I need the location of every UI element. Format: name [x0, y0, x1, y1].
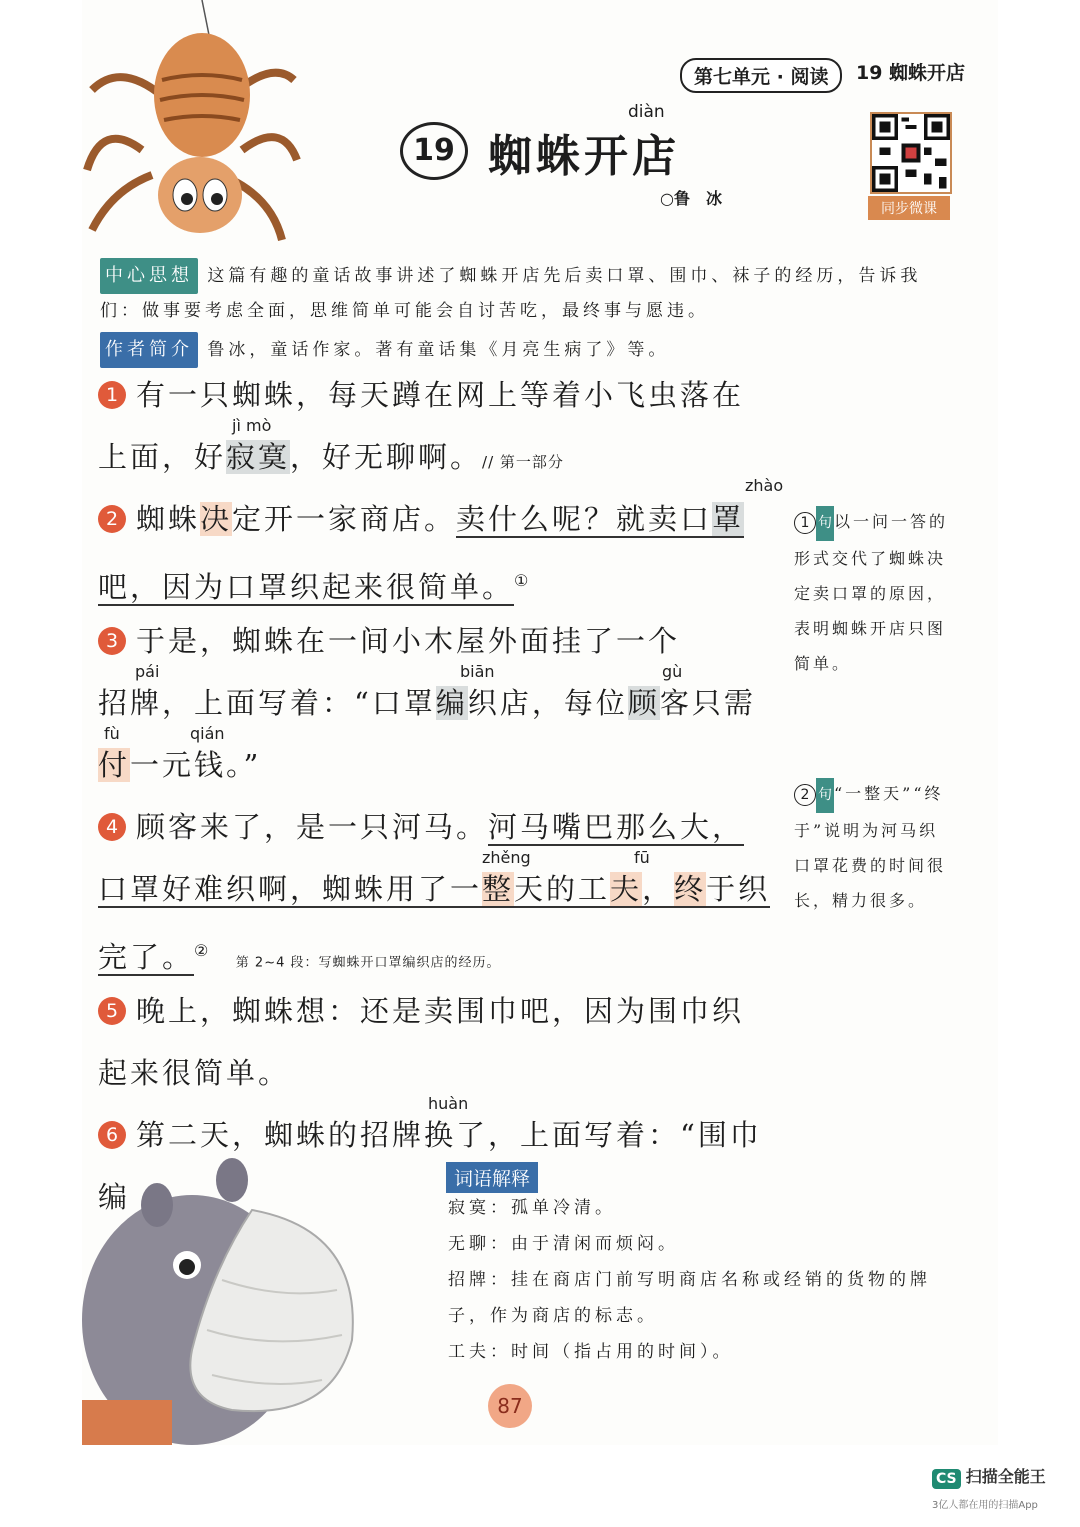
lesson-label: 19 蜘蛛开店 [856, 62, 966, 84]
p3-text-2b: 织店，每位 [467, 686, 628, 720]
p3-text-1: 于是，蜘蛛在一间小木屋外面挂了一个 [136, 624, 681, 658]
scanner-watermark [932, 1464, 1046, 1489]
p5-line1 [98, 980, 788, 1042]
pinyin-zhao: zhào [745, 476, 784, 495]
word-gongfu: 夫 [610, 872, 643, 906]
word-jue: 决 [200, 502, 233, 536]
qr-code[interactable] [870, 112, 952, 194]
side-note-text: 以一问一答的形式交代了蜘蛛决定卖口罩的原因，表明蜘蛛开店只图简单。 [794, 512, 949, 673]
vocab-item: 无聊：由于清闲而烦闷。 [448, 1234, 679, 1254]
p2-text-a: 蜘蛛 [136, 502, 201, 536]
scanner-name: 扫描全能王 [965, 1467, 1046, 1486]
author-intro-text: 鲁冰，童话作家。著有童话集《月亮生病了》等。 [207, 340, 670, 360]
p1-line1 [98, 364, 788, 426]
p4-underline-2c: ， [642, 872, 675, 906]
central-idea [100, 258, 960, 328]
vocab-list [448, 1190, 968, 1370]
p1-text-2b: ，好无聊啊。 [290, 440, 483, 474]
p3-line3 [98, 734, 788, 796]
qr-label[interactable]: 同步微课 [868, 196, 950, 220]
scanner-logo-icon: CS [932, 1469, 961, 1489]
lesson-number: 19 [400, 122, 468, 180]
page-number: 87 [488, 1384, 532, 1428]
vocab-item: 工夫：时间（指占用的时间）。 [448, 1342, 734, 1362]
word-huan: 换 [424, 1118, 457, 1152]
pinyin-bian: biān [460, 662, 495, 681]
paragraph-number: 5 [98, 997, 126, 1025]
spider-illustration [82, 0, 302, 260]
word-fu: 付 [98, 748, 131, 782]
p5-text-1: 晚上，蜘蛛想：还是卖围巾吧，因为围巾织 [136, 994, 745, 1028]
vocab-item: 招牌：挂在商店门前写明商店名称或经销的货物的牌子，作为商店的标志。 [448, 1270, 931, 1326]
pinyin-qian: qián [190, 724, 225, 743]
side-note-2 [794, 776, 954, 918]
pinyin-fu2: fū [634, 848, 650, 867]
section-note: 第 2~4 段：写蜘蛛开口罩编织店的经历。 [235, 955, 501, 971]
vocab-title: 词语解释 [446, 1162, 538, 1193]
annotation-mark-1: ① [514, 571, 532, 590]
p4-underline-2a: 口罩好难织啊，蜘蛛用了一 [98, 872, 483, 906]
side-note-text: “一整天”“终于”说明为河马织口罩花费的时间很长，精力很多。 [794, 784, 947, 910]
p1-text-1: 有一只蜘蛛，每天蹲在网上等着小飞虫落在 [136, 378, 745, 412]
author-intro [100, 332, 960, 368]
paragraph-number: 1 [98, 381, 126, 409]
sentence-tag: 句 [816, 778, 834, 813]
p2-line1 [98, 488, 788, 550]
p4-text-a: 顾客来了，是一只河马。 [136, 810, 489, 844]
word-zheng: 整 [482, 872, 515, 906]
p4-line1 [98, 796, 788, 858]
author-name: ○鲁 冰 [660, 189, 722, 208]
p4-underline-2d: 于织 [706, 872, 771, 906]
word-zhong: 终 [674, 872, 707, 906]
unit-label: 第七单元 · 阅读 [680, 58, 842, 93]
p5-text-2: 起来很简单。 [98, 1056, 291, 1090]
word-gu: 顾 [627, 686, 660, 720]
part-note: // 第一部分 [482, 453, 564, 471]
note-number: 2 [794, 784, 816, 806]
note-number: 1 [794, 512, 816, 534]
pinyin-zheng: zhěng [482, 848, 531, 867]
word-jimo: 寂寞 [226, 440, 291, 474]
central-idea-text: 这篇有趣的童话故事讲述了蜘蛛开店先后卖口罩、围巾、袜子的经历，告诉我们：做事要考虑全面，思维简单可能会自讨苦吃，最终事与愿违。 [100, 266, 922, 321]
p4-underline-3: 完了。 [98, 939, 195, 974]
pinyin-jimo: jì mò [232, 416, 272, 435]
p6-text-1a: 第二天，蜘蛛的招牌 [136, 1118, 425, 1152]
p3-text-3: 一元钱。” [130, 748, 262, 782]
p2-underline-2: 吧，因为口罩织起来很简单。 [98, 569, 515, 604]
hippo-illustration [82, 1150, 382, 1445]
paragraph-5 [98, 980, 788, 1104]
paragraph-number: 3 [98, 627, 126, 655]
side-note-1 [794, 504, 954, 681]
scanner-tagline: 3亿人都在用的扫描App [932, 1500, 1038, 1511]
p3-text-2a: 招牌，上面写着：“口罩 [98, 686, 436, 720]
p3-line1 [98, 610, 788, 672]
sentence-tag: 句 [816, 506, 834, 541]
p4-underline-2b: 天的工 [514, 872, 611, 906]
pinyin-pai: pái [135, 662, 160, 681]
paragraph-2 [98, 488, 788, 618]
pinyin-fu: fù [104, 724, 120, 743]
p2-line2 [98, 550, 788, 618]
title-pinyin: diàn [628, 102, 665, 122]
paragraph-number: 4 [98, 813, 126, 841]
p2-underline-1: 卖什么呢？就卖口 [456, 502, 713, 536]
annotation-mark-2: ② [194, 941, 212, 960]
author-intro-tag: 作者简介 [100, 332, 198, 368]
paragraph-1 [98, 364, 788, 493]
pinyin-gu: gù [662, 662, 683, 681]
p1-line2 [98, 426, 788, 493]
paragraph-3 [98, 610, 788, 796]
vocab-item: 寂寞：孤单冷清。 [448, 1198, 616, 1218]
central-idea-tag: 中心思想 [100, 258, 198, 294]
p3-text-2c: 客只需 [659, 686, 756, 720]
paragraph-number: 6 [98, 1121, 126, 1149]
p4-underline-1: 河马嘴巴那么大， [488, 810, 745, 844]
p4-line2 [98, 858, 788, 920]
word-zhao: 罩 [712, 502, 745, 536]
p1-text-2a: 上面，好 [98, 440, 227, 474]
paragraph-4 [98, 796, 788, 995]
p2-text-b: 定开一家商店。 [232, 502, 457, 536]
paragraph-number: 2 [98, 505, 126, 533]
p6-text-1b: 了，上面写着：“围巾编 [98, 1118, 762, 1214]
pinyin-huan: huàn [428, 1094, 469, 1113]
page-title: 蜘蛛开店 [488, 131, 680, 182]
word-bian: 编 [435, 686, 468, 720]
